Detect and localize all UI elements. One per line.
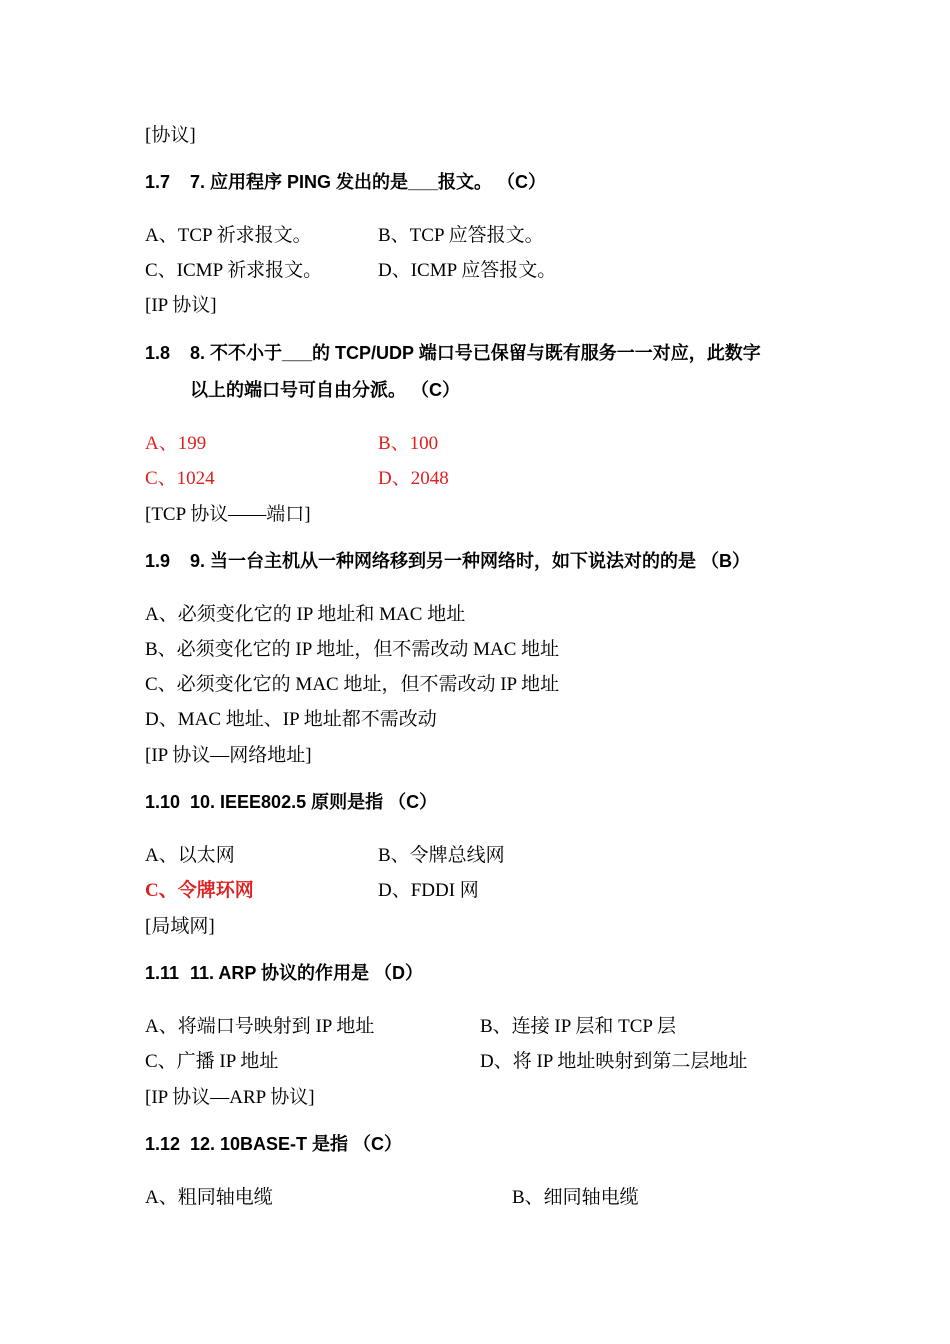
question-heading xyxy=(145,961,423,985)
option-a: A、将端口号映射到 IP 地址 xyxy=(145,1016,375,1037)
option-a: A、以太网 xyxy=(145,845,235,866)
topic-tag: [局域网] xyxy=(145,916,215,937)
option-c: C、ICMP 祈求报文。 xyxy=(145,260,323,281)
question-number: 1.12 xyxy=(145,1134,181,1154)
question-number: 1.10 xyxy=(145,792,181,812)
option-d: D、FDDI 网 xyxy=(378,880,479,901)
option-a: A、必须变化它的 IP 地址和 MAC 地址 xyxy=(145,604,466,625)
question-number: 1.7 xyxy=(145,172,171,192)
question-number: 1.8 xyxy=(145,343,171,363)
option-b: B、细同轴电缆 xyxy=(512,1187,639,1208)
option-b: B、TCP 应答报文。 xyxy=(378,225,544,246)
topic-tag: [IP 协议—网络地址] xyxy=(145,745,312,766)
question-text-continued: 以上的端口号可自由分派。 （C） xyxy=(190,380,460,400)
question-number: 1.11 xyxy=(145,963,180,983)
option-d: D、ICMP 应答报文。 xyxy=(378,260,557,281)
option-b: B、必须变化它的 IP 地址，但不需改动 MAC 地址 xyxy=(145,639,560,660)
question-text: 11. ARP 协议的作用是 （D） xyxy=(190,963,424,983)
option-c: C、令牌环网 xyxy=(145,880,254,901)
question-number: 1.9 xyxy=(145,551,171,571)
question-text: 7. 应用程序 PING 发出的是___报文。 （C） xyxy=(190,172,547,192)
question-heading xyxy=(145,549,750,573)
option-b: B、令牌总线网 xyxy=(378,845,505,866)
option-d: D、将 IP 地址映射到第二层地址 xyxy=(480,1051,748,1072)
option-d: D、2048 xyxy=(378,468,449,489)
question-heading xyxy=(145,341,761,365)
option-b: B、连接 IP 层和 TCP 层 xyxy=(480,1016,677,1037)
question-text: 8. 不不小于___的 TCP/UDP 端口号已保留与既有服务一一对应，此数字 xyxy=(190,343,761,363)
question-text: 9. 当一台主机从一种网络移到另一种网络时，如下说法对的的是 （B） xyxy=(190,551,751,571)
topic-tag: [IP 协议—ARP 协议] xyxy=(145,1087,315,1108)
option-a: A、TCP 祈求报文。 xyxy=(145,225,312,246)
option-a: A、粗同轴电缆 xyxy=(145,1187,273,1208)
topic-tag: [IP 协议] xyxy=(145,295,217,316)
option-c: C、广播 IP 地址 xyxy=(145,1051,279,1072)
option-a: A、199 xyxy=(145,433,207,454)
question-text: 10. IEEE802.5 原则是指 （C） xyxy=(190,792,438,812)
option-d: D、MAC 地址、IP 地址都不需改动 xyxy=(145,709,437,730)
option-c: C、必须变化它的 MAC 地址，但不需改动 IP 地址 xyxy=(145,674,560,695)
option-c: C、1024 xyxy=(145,468,215,489)
question-text: 12. 10BASE-T 是指 （C） xyxy=(190,1134,403,1154)
option-b: B、100 xyxy=(378,433,439,454)
question-heading xyxy=(145,790,437,814)
topic-tag: [TCP 协议——端口] xyxy=(145,504,311,525)
topic-tag: [协议] xyxy=(145,125,196,146)
question-heading xyxy=(145,1132,402,1156)
question-heading xyxy=(145,170,546,194)
